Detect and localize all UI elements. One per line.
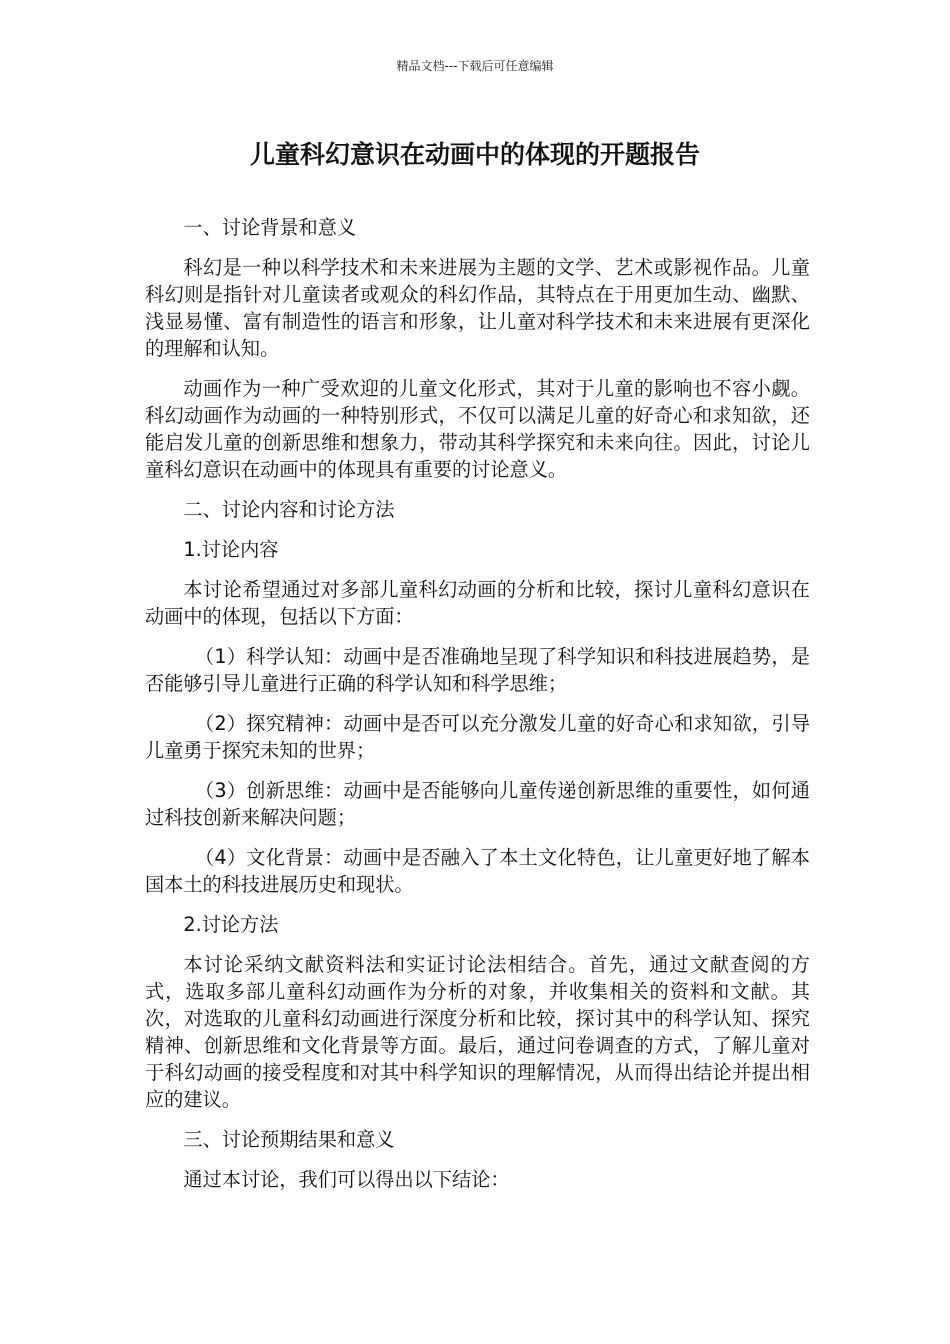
paragraph-research-method: 本讨论采纳文献资料法和实证讨论法相结合。首先，通过文献查阅的方式，选取多部儿童科幻动画作为分析的对象，并收集相关的资料和文献。其次，对选取的儿童科幻动画进行深度分析和比较，探讨其中的科学认知、探究精神、创新思维和文化背景等方面。最后，通过问卷调查的方式，了解儿童对于科幻动画的接受程度和对其中科学知识的理解情况，从而得出结论并提出相应的建议。	[145, 953, 810, 1111]
list-item-innovative-thinking: （3）创新思维：动画中是否能够向儿童传递创新思维的重要性，如何通过科技创新来解决问题；	[145, 779, 810, 829]
section-heading-expected-results: 三、讨论预期结果和意义	[183, 1128, 395, 1151]
subheading-research-content: 1.讨论内容	[183, 538, 279, 561]
list-item-inquiry-spirit: （2）探究精神：动画中是否可以充分激发儿童的好奇心和求知欲，引导儿童勇于探究未知的世界；	[145, 712, 810, 762]
section-heading-content-method: 二、讨论内容和讨论方法	[183, 498, 395, 521]
paragraph-conclusions-intro: 通过本讨论，我们可以得出以下结论：	[183, 1168, 510, 1191]
paragraph-sci-fi-definition: 科幻是一种以科学技术和未来进展为主题的文学、艺术或影视作品。儿童科幻则是指针对儿童读者或观众的科幻作品，其特点在于用更加生动、幽默、浅显易懂、富有制造性的语言和形象，让儿童对科学技术和未来进展有更深化的理解和认知。	[145, 256, 810, 360]
paragraph-animation-influence: 动画作为一种广受欢迎的儿童文化形式，其对于儿童的影响也不容小觑。科幻动画作为动画的一种特别形式，不仅可以满足儿童的好奇心和求知欲，还能启发儿童的创新思维和想象力，带动其科学探究和未来向往。因此，讨论儿童科幻意识在动画中的体现具有重要的讨论意义。	[145, 377, 810, 481]
section-heading-background: 一、讨论背景和意义	[183, 216, 357, 239]
document-body	[145, 214, 810, 1206]
paragraph-research-scope: 本讨论希望通过对多部儿童科幻动画的分析和比较，探讨儿童科幻意识在动画中的体现，包括以下方面：	[145, 578, 810, 628]
subheading-research-method: 2.讨论方法	[183, 913, 279, 936]
list-item-science-cognition: （1）科学认知：动画中是否准确地呈现了科学知识和科技进展趋势，是否能够引导儿童进行正确的科学认知和科学思维；	[145, 645, 810, 695]
document-title: 儿童科幻意识在动画中的体现的开题报告	[249, 140, 700, 169]
page-header-note: 精品文档---下载后可任意编辑	[396, 59, 554, 73]
list-item-cultural-background: （4）文化背景：动画中是否融入了本土文化特色，让儿童更好地了解本国本土的科技进展历史和现状。	[145, 846, 810, 896]
